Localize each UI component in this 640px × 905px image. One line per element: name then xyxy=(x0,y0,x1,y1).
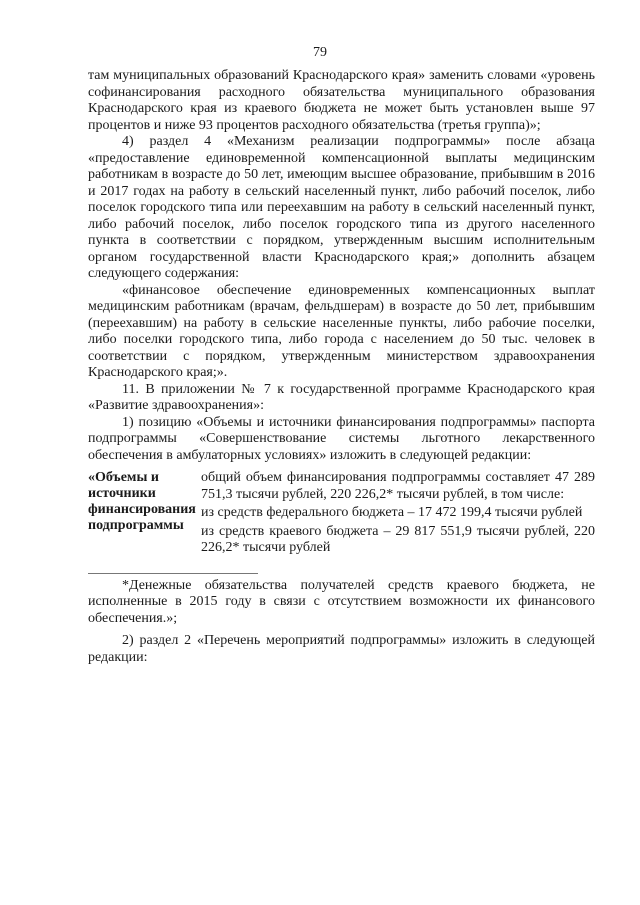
paragraph-item-4: 4) раздел 4 «Механизм реализации подпрограммы» после абзаца «предоставление единовременной компенсационной выплаты медицинским работникам в возрасте до 50 лет, имеющим высшее образование, прибывшим в 2016 и 2017 годах на работу в сельский населенный пункт, либо рабочий поселок, либо поселок городского типа или переехавшим на работу в сельский населенный пункт, либо рабочий поселок, либо поселок городского типа из другого населенного пункта в соответствии с порядком, утвержденным высшим исполнительным органом государственной власти Краснодарского края;» дополнить абзацем следующего содержания: xyxy=(88,134,595,281)
table-heading: «Объемы и источники финансирования подпрограммы xyxy=(88,470,196,533)
paragraph-item-2: 2) раздел 2 «Перечень мероприятий подпрограммы» изложить в следующей редакции: xyxy=(88,633,595,665)
body-text xyxy=(88,68,595,666)
footnote-block xyxy=(88,578,595,667)
table-content xyxy=(195,470,595,557)
table-line-regional: из средств краевого бюджета – 29 817 551,9 тысячи рублей, 220 226,2* тысячи рублей xyxy=(201,523,595,555)
paragraph-item-1: 1) позицию «Объемы и источники финансирования подпрограммы» паспорта подпрограммы «Совершенствование системы льготного лекарственного обеспечения в амбулаторных условиях» изложить в следующей редакции: xyxy=(88,414,595,463)
footnote-divider xyxy=(88,573,258,574)
paragraph-item-11: 11. В приложении № 7 к государственной программе Краснодарского края «Развитие здравоохранения»: xyxy=(88,381,595,413)
table-line-total: общий объем финансирования подпрограммы составляет 47 289 751,3 тысячи рублей, 220 226,2* тысячи рублей, в том числе: xyxy=(201,470,595,502)
paragraph-continuation: там муниципальных образований Краснодарского края» заменить словами «уровень софинансирования расходного обязательства муниципального образования Краснодарского края из краевого бюджета не может быть установлен выше 97 процентов и ниже 93 процентов расходного обязательства (третья группа)»; xyxy=(88,68,595,133)
table-line-federal: из средств федерального бюджета – 17 472 199,4 тысячи рублей xyxy=(201,505,583,520)
financing-table xyxy=(88,470,595,557)
paragraph-quote: «финансовое обеспечение единовременных компенсационных выплат медицинским работникам (врачам, фельдшерам) в возрасте до 50 лет, прибывшим (переехавшим) на работу в сельские населенные пункты, либо рабочие поселки, либо поселки городского типа, либо города с населением до 50 тыс. человек в соответствии с порядком, утвержденным министерством здравоохранения Краснодарского края;». xyxy=(88,282,595,380)
footnote-text: *Денежные обязательства получателей средств краевого бюджета, не исполненные в 2015 году в связи с отсутствием возможности их финансового обеспечения.»; xyxy=(88,577,595,626)
page-number: 79 xyxy=(313,45,327,60)
